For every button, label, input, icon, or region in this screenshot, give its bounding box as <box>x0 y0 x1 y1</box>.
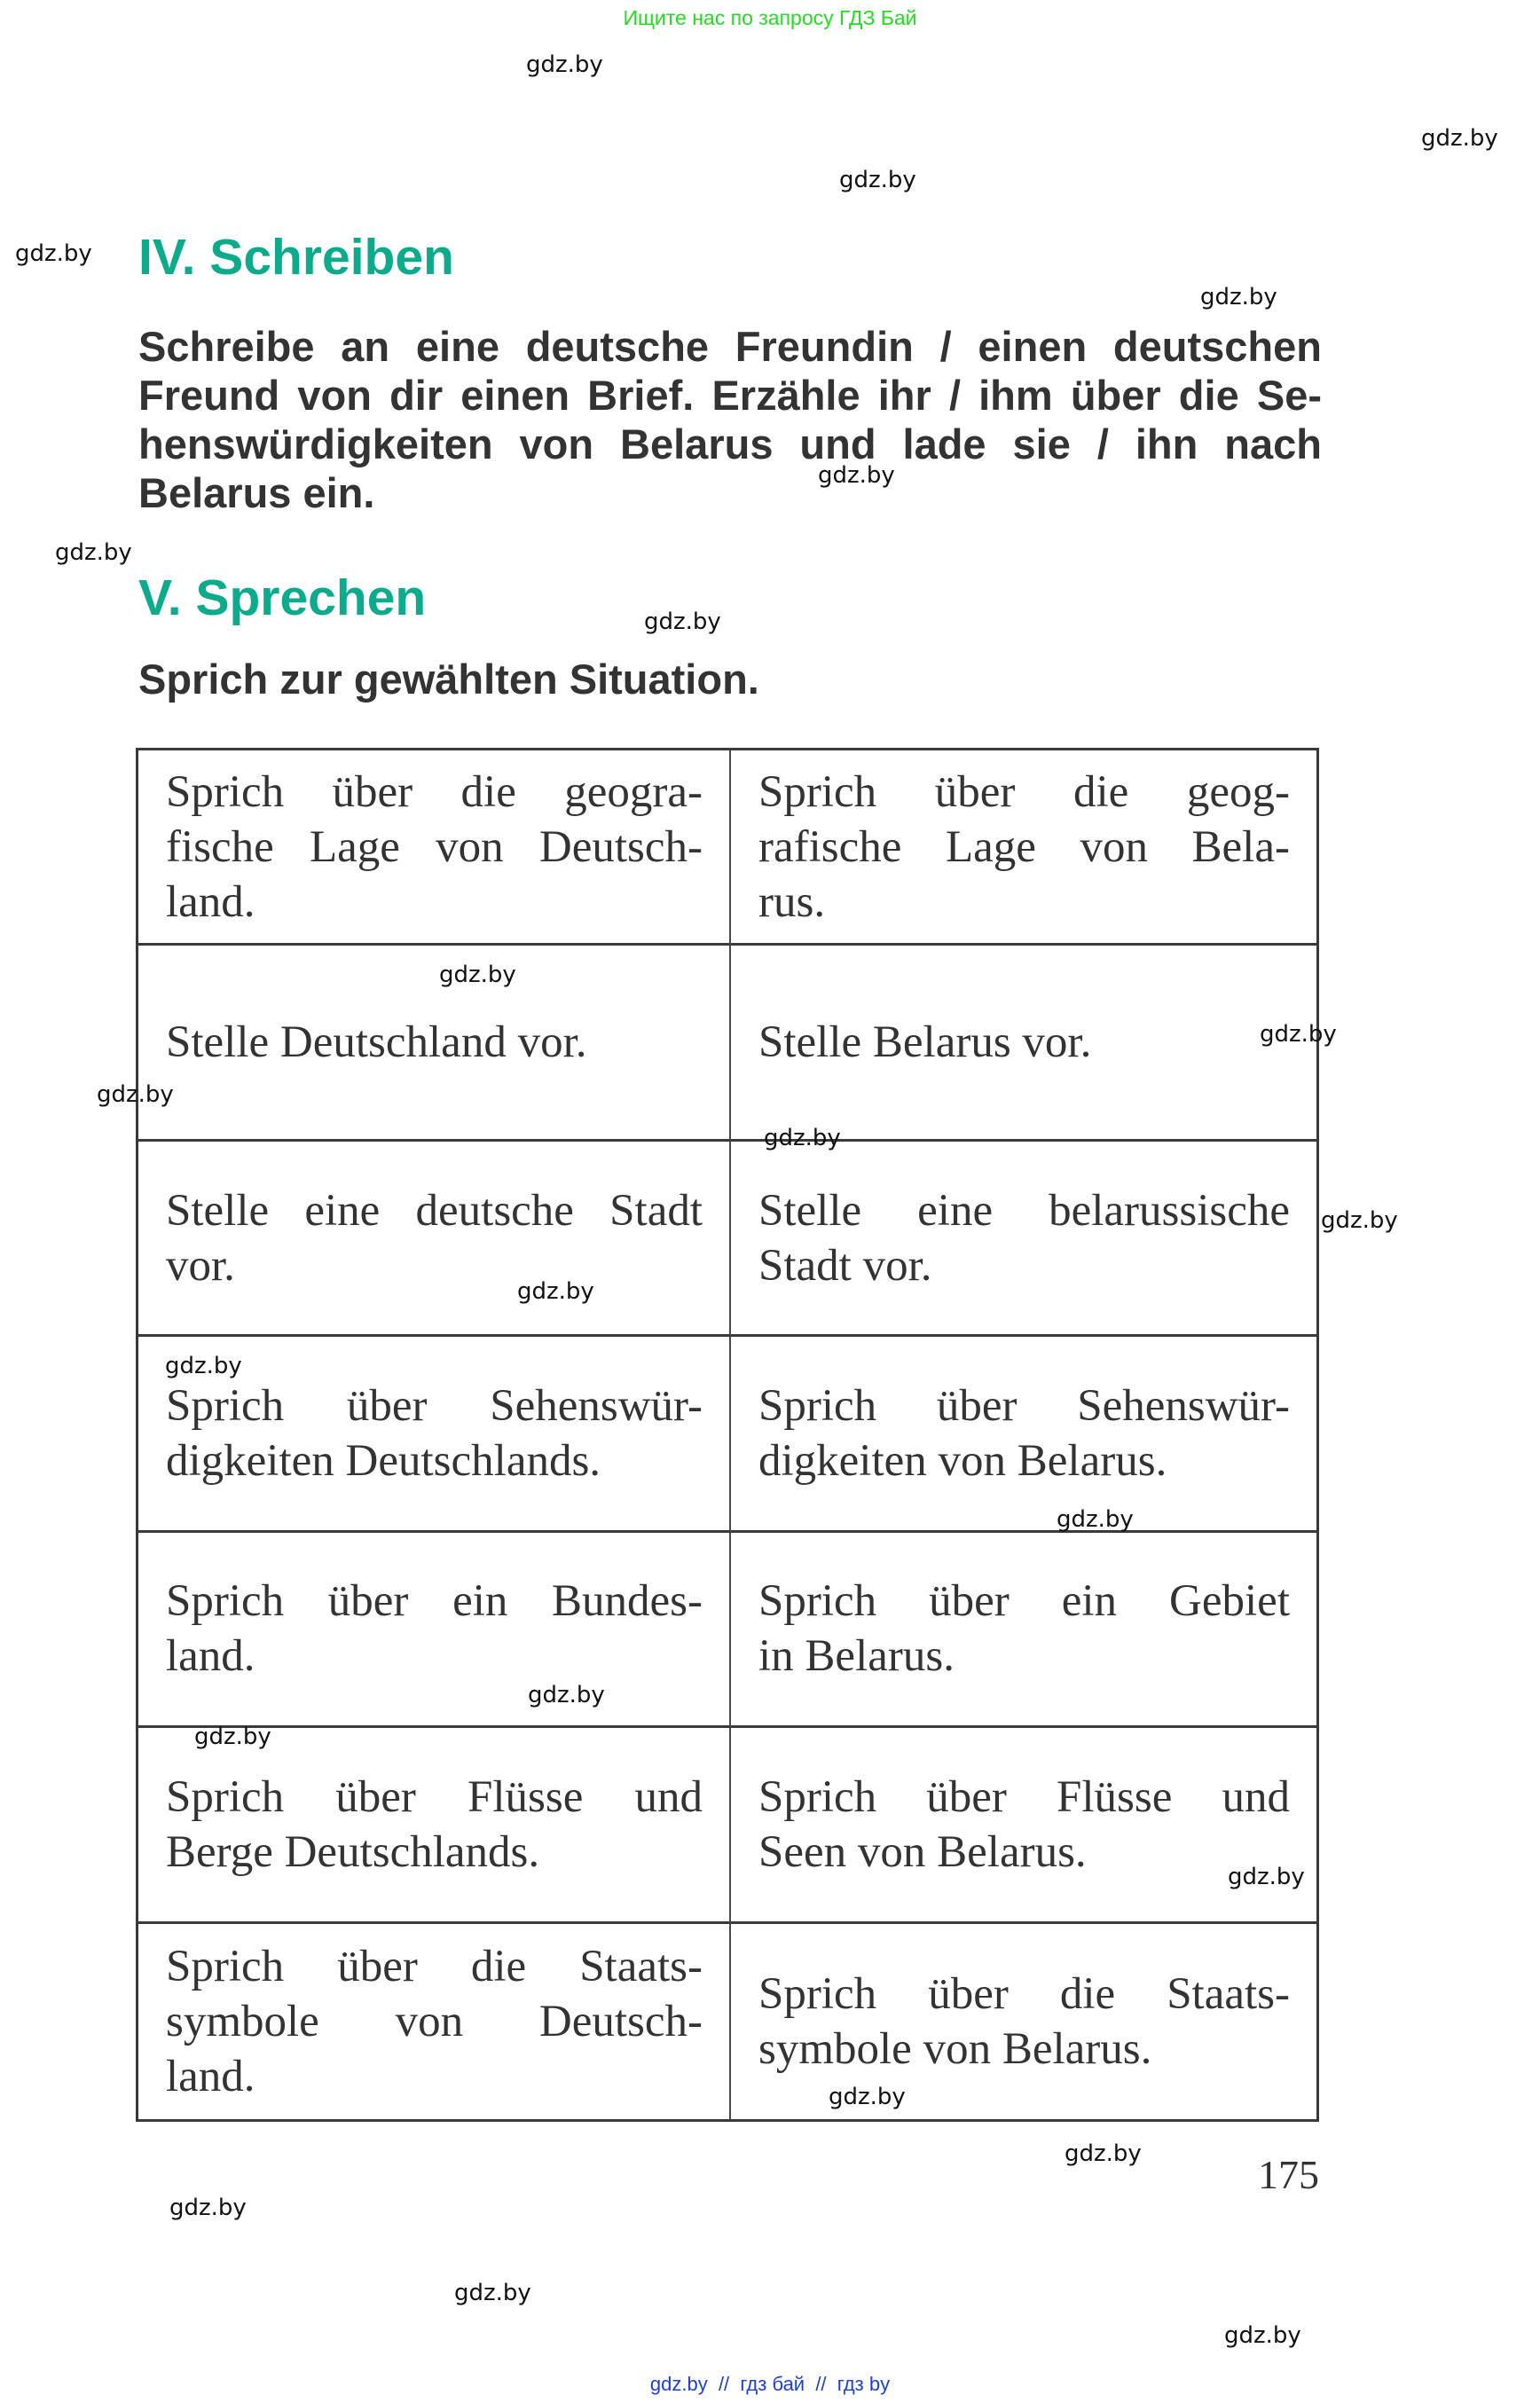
task-line <box>138 468 1322 517</box>
watermark-text: gdz.by <box>55 539 132 566</box>
task-word: eine <box>415 323 499 370</box>
task-word: ihn <box>1135 420 1198 467</box>
situation-line: fische Lage von Deutsch- <box>166 821 703 872</box>
situations-table <box>136 748 1319 2122</box>
table-cell-right <box>731 750 1316 946</box>
task-word: Belarus ein. <box>138 469 375 516</box>
situation-line: in Belarus. <box>758 1631 955 1682</box>
task-word: Freund <box>138 372 280 419</box>
task-word: deutschen <box>1112 323 1322 370</box>
task-line <box>138 420 1322 468</box>
situation-text <box>166 1183 703 1293</box>
watermark-text: gdz.by <box>829 2084 906 2110</box>
task-word: Freundin <box>735 323 914 370</box>
watermark-text: gdz.by <box>169 2195 247 2221</box>
watermark-text: gdz.by <box>15 240 92 267</box>
section-heading-schreiben: IV. Schreiben <box>138 229 454 286</box>
table-cell-right <box>731 1924 1316 2119</box>
situation-line: vor. <box>166 1240 235 1291</box>
watermark-text: gdz.by <box>1057 1506 1134 1533</box>
task-word: Erzähle <box>711 372 860 419</box>
task-word: von <box>297 372 372 419</box>
task-word: ihr <box>877 372 931 419</box>
writing-task-text <box>138 322 1322 517</box>
table-cell-left <box>138 750 731 946</box>
situation-line: Stelle Deutschland vor. <box>166 1017 587 1068</box>
table-cell-left <box>138 1924 731 2119</box>
watermark-text: gdz.by <box>165 1353 242 1379</box>
watermark-text: gdz.by <box>1260 1021 1337 1048</box>
situation-line: Berge Deutschlands. <box>166 1826 540 1877</box>
situation-line: Sprich über Flüsse und <box>758 1771 1290 1822</box>
situation-line: Sprich über Sehenswür- <box>166 1380 703 1431</box>
situation-text <box>166 1574 703 1684</box>
situation-line: Sprich über ein Bundes- <box>166 1576 703 1627</box>
situation-line: digkeiten Deutschlands. <box>166 1435 601 1486</box>
task-word: deutsche <box>525 323 710 370</box>
task-word: / <box>948 372 961 419</box>
situation-line: rafische Lage von Bela- <box>758 821 1290 872</box>
watermark-text: gdz.by <box>1421 125 1498 152</box>
task-word: Belarus <box>620 420 774 467</box>
watermark-text: gdz.by <box>764 1125 841 1151</box>
situation-text <box>166 1939 703 2104</box>
table-cell-right <box>731 946 1316 1141</box>
task-word: sie <box>1012 420 1071 467</box>
watermark-text: gdz.by <box>454 2280 531 2306</box>
table-cell-right <box>731 1533 1316 1728</box>
top-banner-search-hint: Ищите нас по запросу ГДЗ Бай <box>623 6 917 29</box>
task-word: über <box>1070 372 1161 419</box>
watermark-text: gdz.by <box>97 1081 174 1108</box>
task-word: henswürdigkeiten <box>138 420 493 467</box>
situation-line: Sprich über Sehenswür- <box>758 1380 1290 1431</box>
task-word: Brief. <box>587 372 695 419</box>
table-cell-right <box>731 1142 1316 1337</box>
situation-line: Stadt vor. <box>758 1240 932 1291</box>
situation-text <box>758 1967 1290 2077</box>
task-word: nach <box>1224 420 1322 467</box>
watermark-text: gdz.by <box>818 462 895 489</box>
task-word: einen <box>460 372 570 419</box>
situation-text <box>758 1015 1290 1070</box>
situation-line: digkeiten von Belarus. <box>758 1435 1167 1486</box>
task-word: / <box>1096 420 1109 467</box>
table-cell-left <box>138 1728 731 1923</box>
watermark-text: gdz.by <box>439 962 516 988</box>
situation-line: rus. <box>758 876 826 927</box>
watermark-text: gdz.by <box>526 51 603 78</box>
situation-line: Sprich über Flüsse und <box>166 1771 703 1822</box>
watermark-text: gdz.by <box>839 167 916 193</box>
table-cell-left <box>138 1142 731 1337</box>
situation-text <box>166 1770 703 1880</box>
task-word: lade <box>902 420 986 467</box>
situation-line: Sprich über ein Gebiet <box>758 1576 1290 1627</box>
task-word: die <box>1178 372 1239 419</box>
task-word: Se- <box>1256 372 1322 419</box>
watermark-text: gdz.by <box>1228 1864 1305 1890</box>
task-word: dir <box>389 372 444 419</box>
task-word: an <box>341 323 390 370</box>
page-number: 175 <box>1258 2152 1319 2197</box>
table-cell-left <box>138 946 731 1141</box>
situation-text <box>758 765 1290 930</box>
situation-line: symbole von Deutsch- <box>166 1996 703 2046</box>
situation-line: Seen von Belarus. <box>758 1826 1087 1877</box>
table-cell-right <box>731 1337 1316 1532</box>
situation-line: land. <box>166 1631 255 1682</box>
situation-line: Stelle eine belarussische <box>758 1185 1290 1236</box>
task-line <box>138 371 1322 420</box>
watermark-text: gdz.by <box>1224 2322 1301 2349</box>
speaking-instruction: Sprich zur gewählten Situation. <box>138 656 759 703</box>
watermark-text: gdz.by <box>644 609 721 635</box>
situation-text <box>166 1015 703 1070</box>
watermark-text: gdz.by <box>1065 2140 1142 2167</box>
section-heading-sprechen: V. Sprechen <box>138 569 427 626</box>
situation-line: symbole von Belarus. <box>758 2023 1152 2074</box>
table-cell-right <box>731 1728 1316 1923</box>
situation-line: Sprich über die Staats- <box>758 1968 1290 2019</box>
situation-text <box>758 1378 1290 1488</box>
situation-line: land. <box>166 876 255 927</box>
situation-line: land. <box>166 2051 255 2101</box>
situation-text <box>758 1574 1290 1684</box>
situation-text <box>758 1183 1290 1293</box>
situation-line: Sprich über die geog- <box>758 766 1290 817</box>
watermark-text: gdz.by <box>194 1724 271 1750</box>
situation-text <box>758 1770 1290 1880</box>
situation-text <box>166 1378 703 1488</box>
situation-line: Stelle Belarus vor. <box>758 1017 1092 1068</box>
task-word: Schreibe <box>138 323 315 370</box>
task-line <box>138 322 1322 371</box>
situation-line: Sprich über die geogra- <box>166 766 703 817</box>
watermark-text: gdz.by <box>517 1278 594 1305</box>
task-word: / <box>939 323 952 370</box>
task-word: ihm <box>978 372 1053 419</box>
watermark-text: gdz.by <box>528 1682 605 1708</box>
watermark-text: gdz.by <box>1200 284 1277 310</box>
watermark-text: gdz.by <box>1321 1207 1398 1234</box>
situation-line: Sprich über die Staats- <box>166 1941 703 1991</box>
situation-line: Stelle eine deutsche Stadt <box>166 1185 703 1236</box>
task-word: einen <box>978 323 1088 370</box>
task-word: und <box>799 420 876 467</box>
footer-links[interactable]: gdz.by // гдз бай // гдз by <box>649 2373 891 2395</box>
task-word: von <box>519 420 594 467</box>
situation-text <box>166 765 703 930</box>
table-cell-left <box>138 1533 731 1728</box>
